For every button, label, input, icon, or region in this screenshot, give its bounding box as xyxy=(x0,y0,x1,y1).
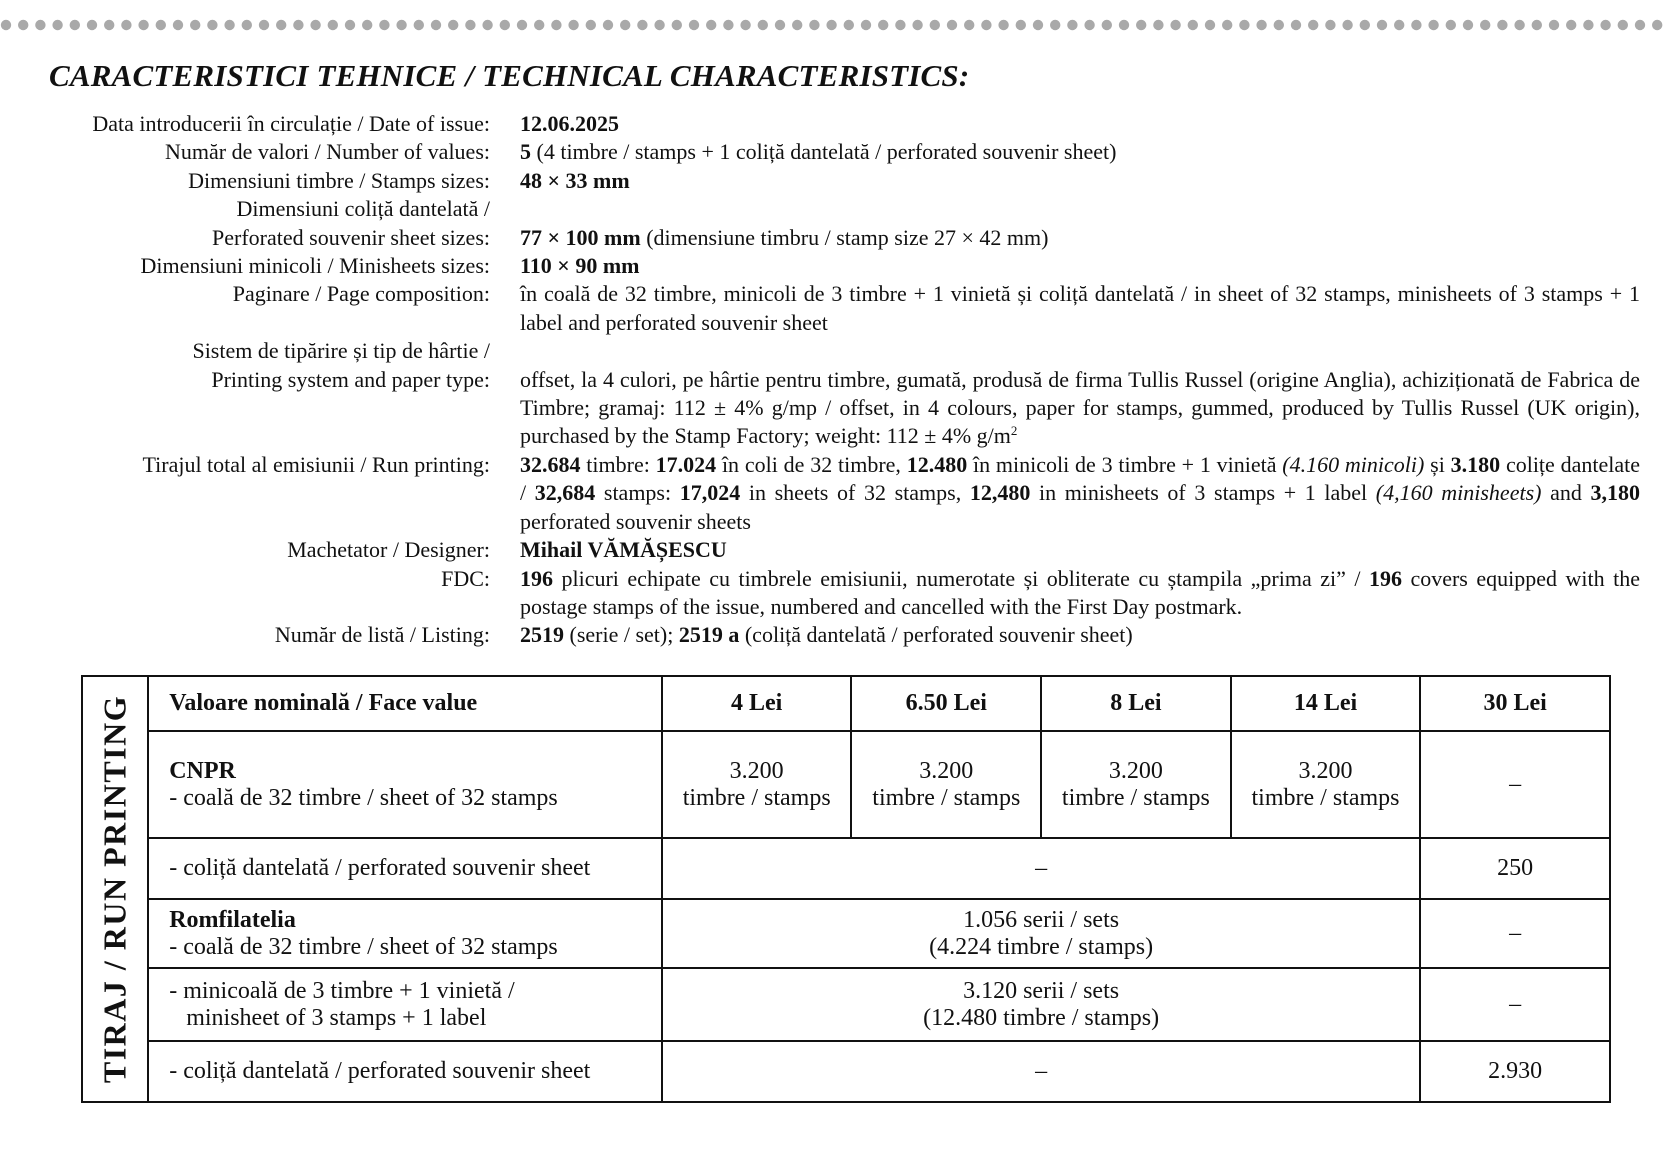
spec-row-fdc xyxy=(0,565,1640,622)
spec-row-printing-system xyxy=(0,337,1640,451)
table-cell: 2.930 xyxy=(1420,1041,1610,1102)
perforation-dot xyxy=(207,20,217,30)
spec-value: 196 plicuri echipate cu timbrele emisiunii, numerotate și obliterate cu ștampila „prima zi” / 196 covers equipped with the postage stamps of the issue, numbered and cancelled with the First Day postmark. xyxy=(520,565,1640,619)
spec-row-listing xyxy=(0,621,1640,649)
spec-label: Dimensiuni minicoli / Minisheets sizes: xyxy=(140,253,490,279)
table-cell: 3.200 timbre / stamps xyxy=(662,731,852,839)
perforation-dot xyxy=(758,20,768,30)
perforation-dot xyxy=(414,20,424,30)
perforation-dot xyxy=(1342,20,1352,30)
perforation-dot xyxy=(1084,20,1094,30)
spec-value: în coală de 32 timbre, minicoli de 3 timbre + 1 vinietă și coliță dantelată / in sheet of 32 stamps, minisheets of 3 stamps + 1 label and perforated souvenir sheet xyxy=(520,281,1640,335)
perforation-dot xyxy=(637,20,647,30)
table-cell: 1.056 serii / sets (4.224 timbre / stamps) xyxy=(662,899,1420,968)
perforation-dot xyxy=(465,20,475,30)
perforation-dot xyxy=(1136,20,1146,30)
spec-row-sheet-sizes xyxy=(0,195,1640,252)
perforation-dot xyxy=(448,20,458,30)
row-label: CNPR - coală de 32 timbre / sheet of 32 stamps xyxy=(148,731,662,839)
perforation-dot xyxy=(654,20,664,30)
perforation-dot xyxy=(689,20,699,30)
perforation-dot xyxy=(1170,20,1180,30)
perforation-dot xyxy=(345,20,355,30)
table-row-cnpr-sheet xyxy=(82,731,1610,839)
perforation-dot xyxy=(18,20,28,30)
perforation-dot xyxy=(482,20,492,30)
spec-label: Număr de valori / Number of values: xyxy=(164,139,490,165)
spec-label: FDC: xyxy=(441,565,490,591)
perforation-dot xyxy=(1119,20,1129,30)
perforation-dot xyxy=(1222,20,1232,30)
perforation-dot xyxy=(87,20,97,30)
table-cell: 3.200 timbre / stamps xyxy=(1041,731,1231,839)
perforation-dot xyxy=(1067,20,1077,30)
perforation-dot xyxy=(1566,20,1576,30)
table-row-romfilatelia-sheet xyxy=(82,899,1610,968)
spec-label: Dimensiuni coliță dantelată / Perforated souvenir sheet sizes: xyxy=(212,196,490,250)
perforation-dot xyxy=(568,20,578,30)
perforation-dot xyxy=(1102,20,1112,30)
perforation-dot xyxy=(844,20,854,30)
perforation-dot xyxy=(1497,20,1507,30)
perforation-dot xyxy=(1,20,11,30)
spec-row-minisheet-sizes xyxy=(0,252,1640,280)
perforation-dot xyxy=(1050,20,1060,30)
perforation-dot xyxy=(895,20,905,30)
perforation-dot xyxy=(878,20,888,30)
perforation-dot xyxy=(1428,20,1438,30)
perforation-dot xyxy=(1583,20,1593,30)
perforation-dot xyxy=(912,20,922,30)
perforation-dot xyxy=(809,20,819,30)
perforation-dot xyxy=(379,20,389,30)
run-printing-side-label: TIRAJ / RUN PRINTING xyxy=(82,676,148,1102)
technical-specs xyxy=(0,110,1640,650)
perforation-dot xyxy=(775,20,785,30)
perforation-dot xyxy=(1394,20,1404,30)
perforation-dot xyxy=(1274,20,1284,30)
perforation-dot xyxy=(70,20,80,30)
row-label: Romfilatelia - coală de 32 timbre / sheet of 32 stamps xyxy=(148,899,662,968)
spec-label: Data introducerii în circulație / Date of issue: xyxy=(92,111,490,136)
spec-value: 5 (4 timbre / stamps + 1 coliță dantelată / perforated souvenir sheet) xyxy=(520,139,1117,165)
row-label: - minicoală de 3 timbre + 1 vinietă / minisheet of 3 stamps + 1 label xyxy=(148,968,662,1041)
perforation-dot xyxy=(138,20,148,30)
table-cell: – xyxy=(662,838,1420,899)
perforation-dot xyxy=(1532,20,1542,30)
spec-value: 48 × 33 mm xyxy=(520,167,630,193)
perforation-dot xyxy=(431,20,441,30)
perforation-dot xyxy=(500,20,510,30)
spec-value: 110 × 90 mm xyxy=(520,253,640,279)
perforation-dot xyxy=(1188,20,1198,30)
section-title: CARACTERISTICI TEHNICE / TECHNICAL CHARACTERISTICS: xyxy=(49,58,970,93)
spec-row-page-composition xyxy=(0,280,1640,337)
perforation-dot xyxy=(826,20,836,30)
header-value-4: 4 Lei xyxy=(662,676,852,731)
perforation-dot xyxy=(52,20,62,30)
perforation-dot xyxy=(1256,20,1266,30)
perforation-dot xyxy=(620,20,630,30)
perforation-dot xyxy=(930,20,940,30)
table-cell: – xyxy=(1420,731,1610,839)
table-cell: 3.200 timbre / stamps xyxy=(1231,731,1421,839)
perforation-dot xyxy=(1446,20,1456,30)
perforation-dot xyxy=(1377,20,1387,30)
spec-value: 2519 (serie / set); 2519 a (coliță dantelată / perforated souvenir sheet) xyxy=(520,622,1133,648)
perforation-dot xyxy=(1016,20,1026,30)
perforation-dot xyxy=(293,20,303,30)
table-row-cnpr-souvenir-sheet xyxy=(82,838,1610,899)
header-value-30: 30 Lei xyxy=(1420,676,1610,731)
run-printing-table xyxy=(81,675,1611,1103)
perforation-dot xyxy=(586,20,596,30)
perforation-dot xyxy=(104,20,114,30)
spec-label: Dimensiuni timbre / Stamps sizes: xyxy=(188,167,490,193)
perforation-dot xyxy=(310,20,320,30)
perforation-dot xyxy=(551,20,561,30)
perforation-dot xyxy=(276,20,286,30)
spec-row-designer xyxy=(0,536,1640,564)
perforation-dot xyxy=(35,20,45,30)
perforation-dot xyxy=(517,20,527,30)
perforation-dot xyxy=(328,20,338,30)
perforation-dot xyxy=(1514,20,1524,30)
row-label: - coliță dantelată / perforated souvenir sheet xyxy=(148,838,662,899)
perforation-dot xyxy=(121,20,131,30)
table-cell: 3.200 timbre / stamps xyxy=(851,731,1041,839)
table-cell: – xyxy=(1420,899,1610,968)
spec-label: Machetator / Designer: xyxy=(287,537,490,563)
perforation-dot xyxy=(1239,20,1249,30)
perforation-dot xyxy=(1360,20,1370,30)
perforation-dot xyxy=(224,20,234,30)
perforation-dot xyxy=(706,20,716,30)
perforation-dotted-border xyxy=(0,14,1665,36)
spec-row-stamp-sizes xyxy=(0,167,1640,195)
spec-label: Număr de listă / Listing: xyxy=(274,622,490,648)
perforation-dot xyxy=(1652,20,1662,30)
perforation-dot xyxy=(1549,20,1559,30)
perforation-dot xyxy=(1463,20,1473,30)
perforation-dot xyxy=(1411,20,1421,30)
perforation-dot xyxy=(259,20,269,30)
perforation-dot xyxy=(1153,20,1163,30)
header-value-6-50: 6.50 Lei xyxy=(851,676,1041,731)
spec-label: Sistem de tipărire și tip de hârtie / Printing system and paper type: xyxy=(192,338,490,392)
perforation-dot xyxy=(1480,20,1490,30)
spec-value: 32.684 timbre: 17.024 în coli de 32 timbre, 12.480 în minicoli de 3 timbre + 1 vinietă (4.160 minicoli) și 3.180 colițe dantelate / 32,684 stamps: 17,024 in sheets of 32 stamps, 12,480 in minisheets of 3 stamps + 1 label (4,160 minisheets) and 3,180 perforated souvenir sheets xyxy=(520,451,1640,534)
table-cell: – xyxy=(662,1041,1420,1102)
perforation-dot xyxy=(1291,20,1301,30)
table-cell: – xyxy=(1420,968,1610,1041)
perforation-dot xyxy=(156,20,166,30)
spec-value: Mihail VĂMĂȘESCU xyxy=(520,537,727,563)
table-row-romfilatelia-minisheet xyxy=(82,968,1610,1041)
spec-label: Tirajul total al emisiunii / Run printing: xyxy=(142,451,490,477)
perforation-dot xyxy=(672,20,682,30)
perforation-dot xyxy=(947,20,957,30)
table-cell: 3.120 serii / sets (12.480 timbre / stamps) xyxy=(662,968,1420,1041)
spec-label: Paginare / Page composition: xyxy=(232,281,490,307)
row-label: - coliță dantelată / perforated souvenir sheet xyxy=(148,1041,662,1102)
spec-value: offset, la 4 culori, pe hârtie pentru timbre, gumată, produsă de firma Tullis Russel (origine Anglia), achiziționată de Fabrica de Timbre; gramaj: 112 ± 4% g/mp / offset, in 4 colours, paper for stamps, gummed, produced by Tullis Russel (UK origin), purchased by the Stamp Factory; weight: 112 ± 4% $g/m^2$ xyxy=(520,366,1640,449)
perforation-dot xyxy=(1600,20,1610,30)
perforation-dot xyxy=(173,20,183,30)
header-value-8: 8 Lei xyxy=(1041,676,1231,731)
spec-row-number-of-values xyxy=(0,138,1640,166)
perforation-dot xyxy=(1635,20,1645,30)
perforation-dot xyxy=(242,20,252,30)
perforation-dot xyxy=(534,20,544,30)
perforation-dot xyxy=(1205,20,1215,30)
spec-value: 77 × 100 mm (dimensiune timbru / stamp size 27 × 42 mm) xyxy=(520,224,1049,250)
perforation-dot xyxy=(792,20,802,30)
perforation-dot xyxy=(1618,20,1628,30)
header-face-value: Valoare nominală / Face value xyxy=(148,676,662,731)
perforation-dot xyxy=(362,20,372,30)
perforation-dot xyxy=(1325,20,1335,30)
perforation-dot xyxy=(964,20,974,30)
header-value-14: 14 Lei xyxy=(1231,676,1421,731)
spec-row-run-printing xyxy=(0,451,1640,536)
spec-value: 12.06.2025 xyxy=(520,111,619,136)
perforation-dot xyxy=(396,20,406,30)
table-cell: 250 xyxy=(1420,838,1610,899)
perforation-dot xyxy=(998,20,1008,30)
perforation-dot xyxy=(740,20,750,30)
spec-row-date xyxy=(0,110,1640,138)
perforation-dot xyxy=(861,20,871,30)
perforation-dot xyxy=(1033,20,1043,30)
table-row-romfilatelia-souvenir-sheet xyxy=(82,1041,1610,1102)
perforation-dot xyxy=(1308,20,1318,30)
perforation-dot xyxy=(981,20,991,30)
perforation-dot xyxy=(723,20,733,30)
perforation-dot xyxy=(190,20,200,30)
perforation-dot xyxy=(603,20,613,30)
